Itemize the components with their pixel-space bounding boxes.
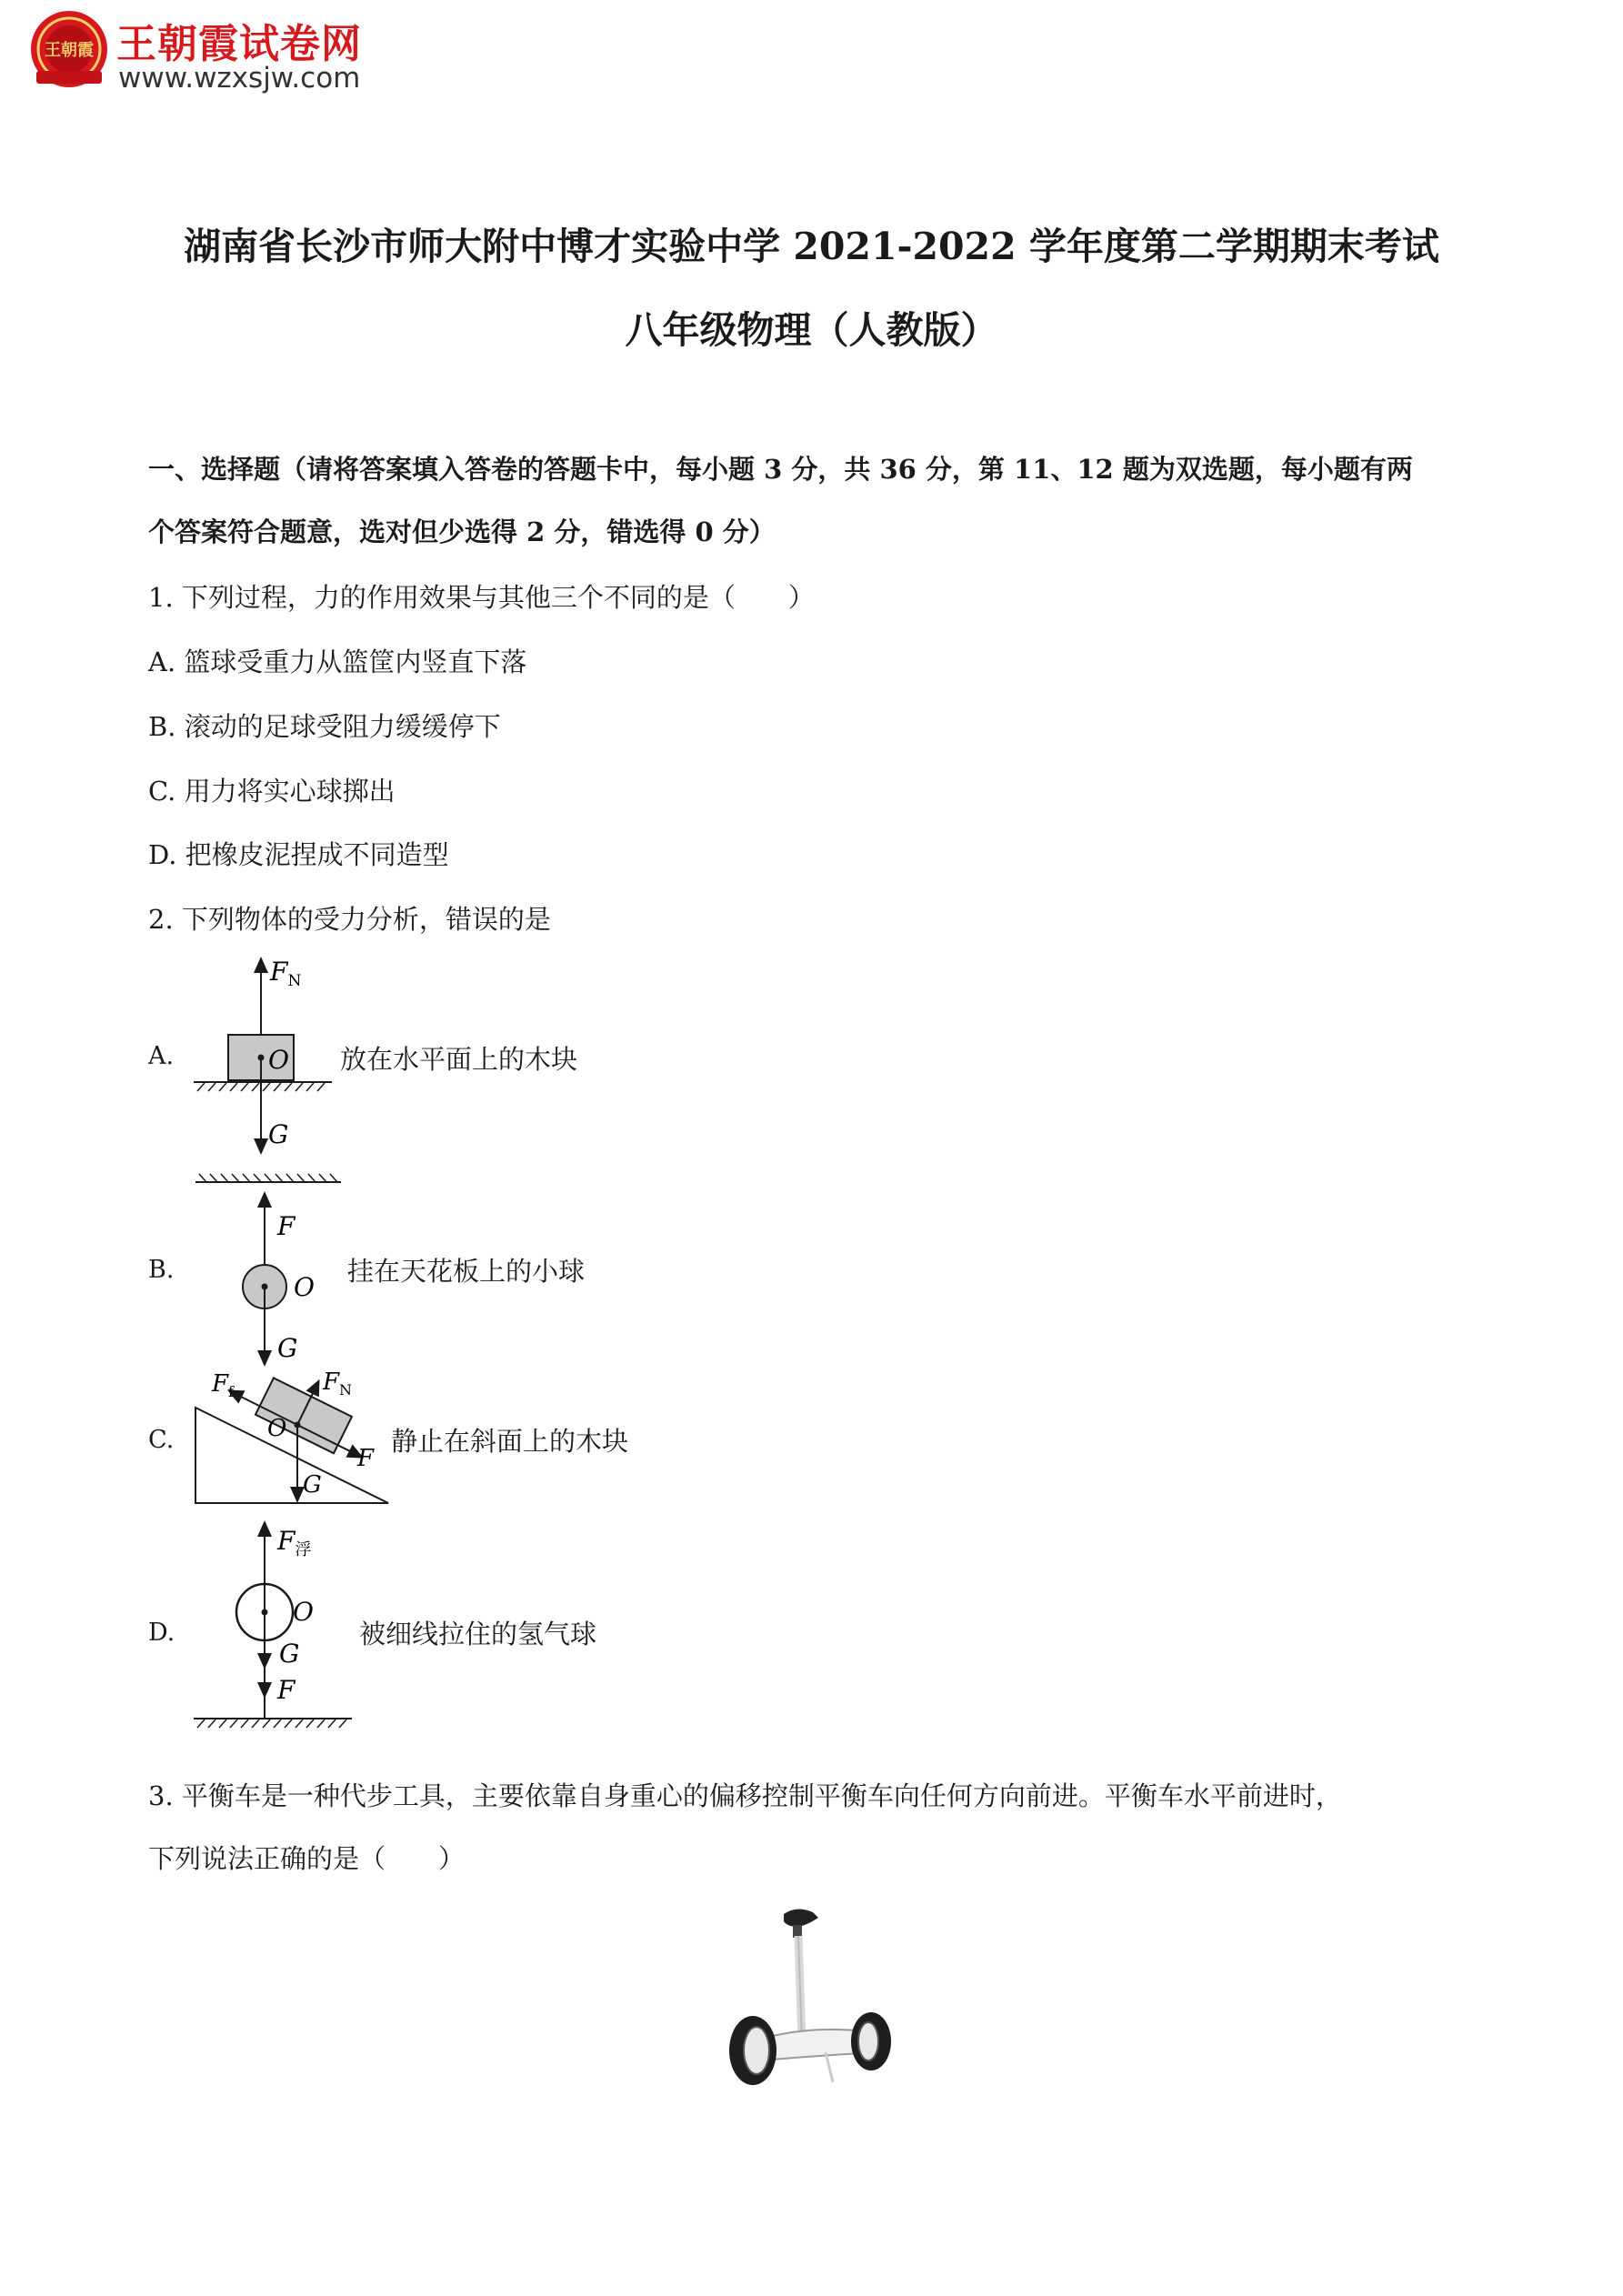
q2-option-a-label: A. xyxy=(148,1042,175,1070)
normal-force-label: $F_N$ xyxy=(323,1369,353,1399)
q2-c-figure xyxy=(186,1364,405,1509)
balance-scooter-image xyxy=(718,1896,909,2096)
q2-option-d-desc: 被细线拉住的氢气球 xyxy=(359,1619,597,1649)
force-g-label: G xyxy=(277,1333,298,1363)
q2-stem: 2. 下列物体的受力分析，错误的是 xyxy=(148,904,551,935)
q2-option-d-label: D. xyxy=(148,1619,175,1647)
buoyancy-label: $F_浮$ xyxy=(277,1526,312,1559)
q1-option-d: D. 把橡皮泥捏成不同造型 xyxy=(148,839,449,870)
brand-name: 王朝霞试卷网 xyxy=(116,21,362,67)
page-subtitle: 八年级物理（人教版） xyxy=(625,308,998,352)
q3-stem: 3. 平衡车是一种代步工具，主要依靠自身重心的偏移控制平衡车向任何方向前进。平衡车水平前进时， xyxy=(148,1780,1342,1811)
center-o-label: O xyxy=(294,1272,315,1302)
force-g-label: G xyxy=(268,1119,289,1149)
page-title: 湖南省长沙市师大附中博才实验中学 2021-2022 学年度第二学期期末考试 xyxy=(184,225,1439,268)
center-o-label: O xyxy=(268,1045,289,1075)
q2-option-b-desc: 挂在天花板上的小球 xyxy=(347,1256,586,1287)
logo-text: 王朝霞 xyxy=(45,41,94,60)
force-f-label: F xyxy=(277,1211,296,1241)
gravity-label: G xyxy=(303,1471,322,1499)
section-heading-cont: 个答案符合题意，选对但少选得 2 分，错选得 0 分） xyxy=(148,516,776,547)
center-o-label: O xyxy=(293,1597,314,1627)
q1-stem: 1. 下列过程，力的作用效果与其他三个不同的是（ ） xyxy=(148,582,815,613)
q3-stem-cont: 下列说法正确的是（ ） xyxy=(148,1843,466,1874)
center-o-label: O xyxy=(267,1415,287,1442)
q2-b-figure xyxy=(186,1164,368,1373)
tension-label: F xyxy=(277,1675,296,1705)
q1-option-a: A. 篮球受重力从篮筐内竖直下落 xyxy=(148,647,527,677)
friction-label: $F_f$ xyxy=(212,1370,234,1400)
q2-option-c-desc: 静止在斜面上的木块 xyxy=(391,1426,629,1457)
brand-url[interactable]: www.wzxsjw.com xyxy=(118,62,361,95)
q2-option-c-label: C. xyxy=(148,1426,175,1454)
q2-option-b-label: B. xyxy=(148,1256,175,1284)
force-fn-label: $F_N$ xyxy=(270,957,302,990)
slope-force-label: F xyxy=(357,1445,375,1472)
q2-option-a-desc: 放在水平面上的木块 xyxy=(340,1044,578,1075)
section-heading: 一、选择题（请将答案填入答卷的答题卡中，每小题 3 分，共 36 分，第 11、12 题为双选题，每小题有两 xyxy=(148,454,1413,485)
q1-option-c: C. 用力将实心球掷出 xyxy=(148,776,396,807)
q1-option-b: B. 滚动的足球受阻力缓缓停下 xyxy=(148,711,501,742)
gravity-label: G xyxy=(279,1639,300,1669)
q2-d-figure xyxy=(186,1509,368,1737)
brand-logo xyxy=(27,7,111,91)
